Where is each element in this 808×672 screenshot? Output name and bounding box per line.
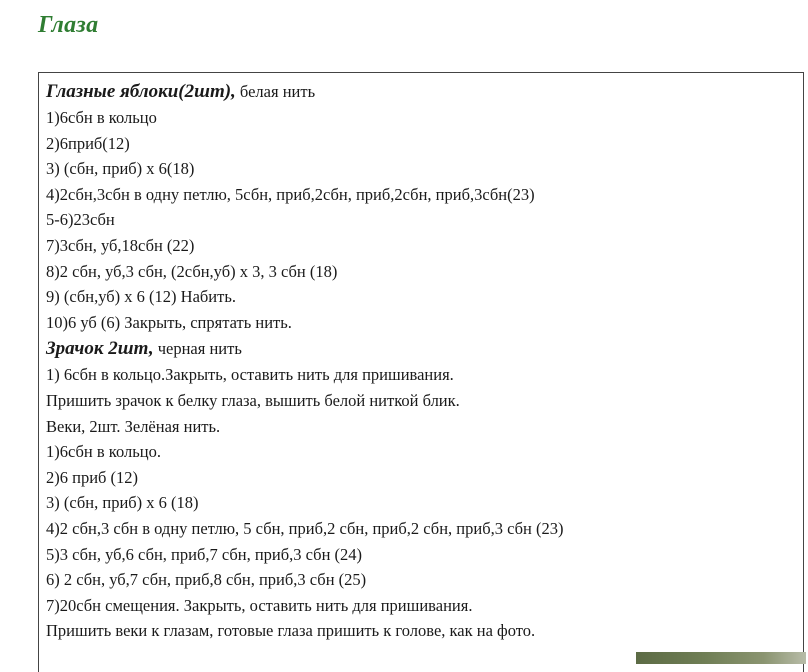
- pattern-row: 1)6сбн в кольцо: [46, 108, 157, 127]
- pattern-row: 8)2 сбн, уб,3 сбн, (2сбн,уб) х 3, 3 сбн (18): [46, 261, 338, 281]
- page-title: Глаза: [38, 12, 99, 38]
- pattern-row: Пришить веки к глазам, готовые глаза пришить к голове, как на фото.: [46, 621, 536, 641]
- pattern-row: 9) (сбн,уб) х 6 (12) Набить.: [46, 287, 236, 307]
- section-heading-eyeballs: [46, 78, 798, 105]
- pattern-row: Пришить зрачок к белку глаза, вышить белой ниткой блик.: [46, 390, 460, 410]
- pattern-row: Веки, 2шт. Зелёная нить.: [46, 416, 221, 436]
- section-heading-pupil: [46, 335, 798, 362]
- pattern-row: 2)6 приб (12): [46, 467, 139, 487]
- pattern-row: 1)6сбн в кольцо.: [46, 442, 161, 462]
- section-heading-rest: черная нить: [153, 339, 242, 359]
- pattern-row: 4)2 сбн,3 сбн в одну петлю, 5 сбн, приб,2 сбн, приб,2 сбн, приб,3 сбн (23): [46, 518, 564, 538]
- section-heading-rest: белая нить: [235, 82, 316, 101]
- pattern-row: 2)6приб(12): [46, 133, 130, 153]
- section-heading-bold: Глазные яблоки(2шт),: [46, 81, 236, 102]
- pattern-row: 7)3сбн, уб,18сбн (22): [46, 235, 195, 255]
- pattern-row: 5)3 сбн, уб,6 сбн, приб,7 сбн, приб,3 сбн (24): [46, 544, 363, 564]
- pattern-content: [46, 78, 798, 644]
- pattern-row: 3) (сбн, приб) х 6(18): [46, 159, 195, 179]
- pattern-row: 3) (сбн, приб) х 6 (18): [46, 493, 199, 513]
- pattern-row: 7)20сбн смещения. Закрыть, оставить нить для пришивания.: [46, 595, 473, 615]
- photo-fragment: [636, 652, 806, 664]
- pattern-row: 4)2сбн,3сбн в одну петлю, 5сбн, приб,2сбн, приб,2сбн, приб,3сбн(23): [46, 184, 535, 204]
- pattern-row: 1) 6сбн в кольцо.Закрыть, оставить нить для пришивания.: [46, 365, 454, 385]
- pattern-row: 5-6)23сбн: [46, 210, 115, 230]
- pattern-row: 6) 2 сбн, уб,7 сбн, приб,8 сбн, приб,3 сбн (25): [46, 570, 367, 590]
- section-heading-bold: Зрачок 2шт,: [46, 338, 154, 360]
- pattern-row: 10)6 уб (6) Закрыть, спрятать нить.: [46, 312, 292, 332]
